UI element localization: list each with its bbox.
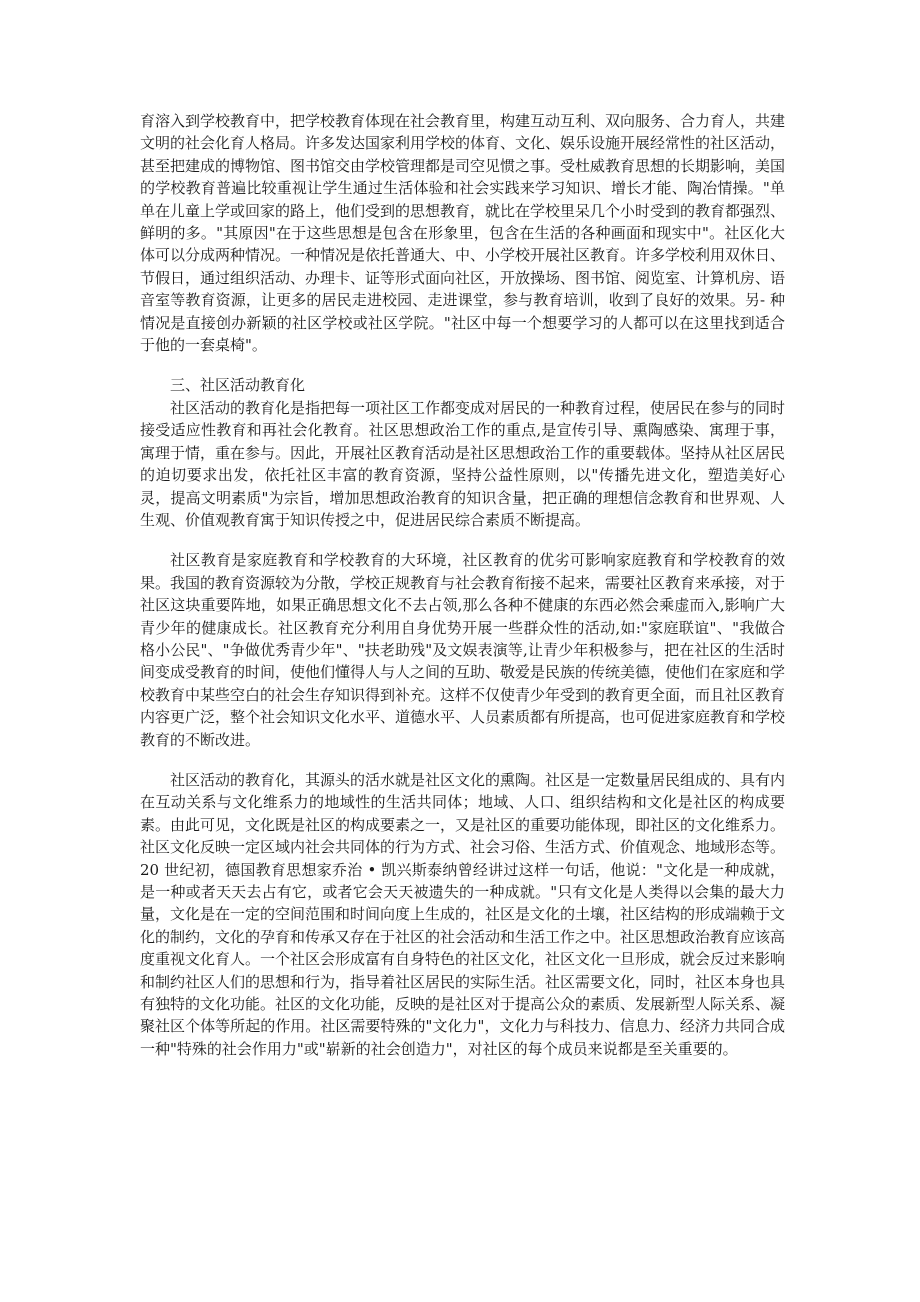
section-heading-3: 三、社区活动教育化: [170, 376, 306, 395]
spacer: [140, 356, 785, 374]
paragraph-4: 社区活动的教育化，其源头的活水就是社区文化的熏陶。社区是一定数量居民组成的、具有内在互动关系与文化维系力的地域性的生活共同体；地域、人口、组织结构和文化是社区的构成要素。由此可见，文化既是社区的构成要素之一，又是社区的重要功能体现，即社区的文化维系力。社区文化反映一定区域内社会共同体的行为方式、社会习俗、生活方式、价值观念、地域形态等。20 世纪初，德国教育思想家乔治 • 凯兴斯泰纳曾经讲过这样一句话，他说："文化是一种成就，是一种或者天天去占有它，或者它会天天被遗失的一种成就。"只有文化是人类得以会集的最大力量，文化是在一定的空间范围和时间向度上生成的，社区是文化的土壤，社区结构的形成端赖于文化的制约，文化的孕育和传承又存在于社区的社会活动和生活工作之中。社区思想政治教育应该高度重视文化育人。一个社区会形成富有自身特色的社区文化，社区文化一旦形成，就会反过来影响和制约社区人们的思想和行为，指导着社区居民的实际生活。社区需要文化，同时，社区本身也具有独特的文化功能。社区的文化功能，反映的是社区对于提高公众的素质、发展新型人际关系、凝聚社区个体等所起的作用。社区需要特殊的"文化力"，文化力与科技力、信息力、经济力共同合成一种"特殊的社会作用力"或"崭新的社会创造力"，对社区的每个成员来说都是至关重要的。: [140, 770, 786, 1058]
spacer: [140, 751, 785, 769]
document-page: [140, 110, 785, 1060]
spacer: [140, 531, 785, 549]
paragraph-2: 社区活动的教育化是指把每一项社区工作都变成对居民的一种教育过程，使居民在参与的同时接受适应性教育和再社会化教育。社区思想政治工作的重点,是宣传引导、熏陶感染、寓理于事，寓理于情，重在参与。因此，开展社区教育活动是社区思想政治工作的重要载体。坚持从社区居民的迫切要求出发，依托社区丰富的教育资源，坚持公益性原则，以"传播先进文化，塑造美好心灵，提高文明素质"为宗旨，增加思想政治教育的知识含量，把正确的理想信念教育和世界观、人生观、价值观教育寓于知识传授之中，促进居民综合素质不断提高。: [140, 398, 786, 529]
paragraph-1: 育溶入到学校教育中，把学校教育体现在社会教育里，构建互动互利、双向服务、合力育人，共建文明的社会化育人格局。许多发达国家利用学校的体育、文化、娱乐设施开展经常性的社区活动，甚至把建成的博物馆、图书馆交由学校管理都是司空见惯之事。受杜威教育思想的长期影响，美国的学校教育普遍比较重视让学生通过生活体验和社会实践来学习知识、增长才能、陶冶情操。"单单在儿童上学或回家的路上，他们受到的思想教育，就比在学校里呆几个小时受到的教育都强烈、鲜明的多。"其原因"在于这些思想是包含在形象里，包含在生活的各种画面和现实中"。社区化大体可以分成两种情况。一种情况是依托普通大、中、小学校开展社区教育。许多学校利用双休日、节假日，通过组织活动、办理卡、证等形式面向社区，开放操场、图书馆、阅览室、计算机房、语音室等教育资源，让更多的居民走进校园、走进课堂，参与教育培训，收到了良好的效果。另- 种情况是直接创办新颖的社区学校或社区学院。"社区中每一个想要学习的人都可以在这里找到适合于他的一套桌椅"。: [140, 112, 786, 355]
paragraph-3: 社区教育是家庭教育和学校教育的大环境，社区教育的优劣可影响家庭教育和学校教育的效果。我国的教育资源较为分散，学校正规教育与社会教育衔接不起来，需要社区教育来承接，对于社区这块重要阵地，如果正确思想文化不去占领,那么各种不健康的东西必然会乘虚而入,影响广大青少年的健康成长。社区教育充分利用自身优势开展一些群众性的活动,如:"家庭联谊"、"我做合格小公民"、"争做优秀青少年"、"扶老助残"及文娱表演等,让青少年积极参与，把在社区的生活时间变成受教育的时间，使他们懂得人与人之间的互助、敬爱是民族的传统美德，使他们在家庭和学校教育中某些空白的社会生存知识得到补充。这样不仅使青少年受到的教育更全面，而且社区教育内容更广泛，整个社会知识文化水平、道德水平、人员素质都有所提高，也可促进家庭教育和学校教育的不断改进。: [140, 551, 786, 749]
